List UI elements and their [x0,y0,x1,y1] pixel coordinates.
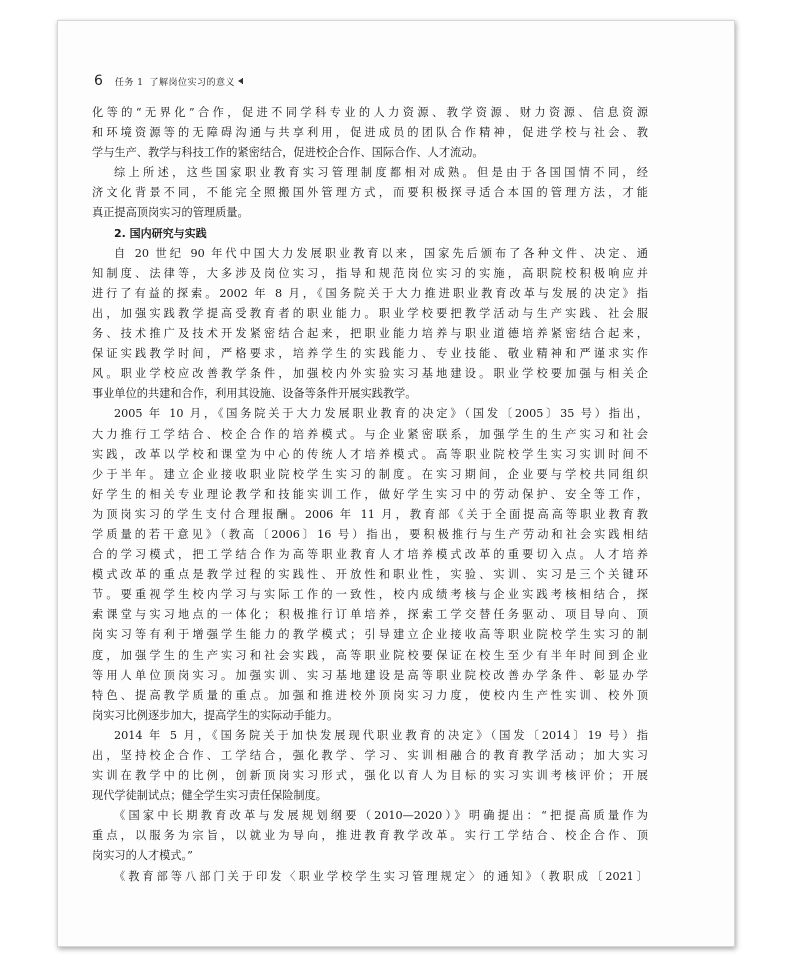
text-line: 岗实习等有利于增强学生能力的教学模式；引导建立企业接收高等职业院校学生实习的制 [92,628,648,642]
text-line: 实践，改革以学校和课堂为中心的传统人才培养模式。高等职业院校学生实习实训时间不 [92,447,648,461]
text-line: 学质量的若干意见》（教高〔2006〕16 号）指出，要积极推行与生产劳动和社会实践相结 [92,527,648,541]
text-line: 2014 年 5 月，《国务院关于加快发展现代职业教育的决定》（国发〔2014〕19 号）指 [114,728,648,742]
text-line: 出，加强实践教学提高受教育者的职业能力。职业学校要把教学活动与生产实践、社会服 [92,306,648,320]
text-line: 综上所述，这些国家职业教育实习管理制度都相对成熟。但是由于各国国情不同，经 [114,166,648,180]
text-line: 度，加强学生的生产实习和社会实践，高等职业院校要保证在校生至少有半年时间到企业 [92,648,648,662]
page-number: 6 [94,73,103,89]
body-text [92,103,648,887]
text-line: 好学生的相关专业理论教学和技能实训工作，做好学生实习中的劳动保护、安全等工作， [92,487,648,501]
text-line: 模式改革的重点是教学过程的实践性、开放性和职业性，实验、实训、实习是三个关键环 [92,568,648,582]
text-line: 保证实践教学时间，严格要求，培养学生的实践能力、专业技能、敬业精神和严谨求实作 [92,347,648,361]
text-line: 风。职业学校应改善教学条件，加强校内外实验实习基地建设。职业学校要加强与相关企 [92,367,648,381]
text-line: 《教育部等八部门关于印发〈职业学校学生实习管理规定〉的通知》（教职成〔2021〕 [114,869,648,883]
text-line: 特色、提高教学质量的重点。加强和推进校外顶岗实习力度，使校内生产性实训、校外顶 [92,688,648,702]
text-line: 济文化背景不同，不能完全照搬国外管理方式，而要积极探寻适合本国的管理方法，才能 [92,186,648,200]
text-line: 和环境资源等的无障碍沟通与共享利用，促进成员的团队合作精神，促进学校与社会、教 [92,126,648,140]
running-header [94,73,243,91]
section-heading: 2. 国内研究与实践 [114,226,207,240]
text-line: 为顶岗实习的学生支付合理报酬。2006 年 11 月，教育部《关于全面提高高等职业教育教 [92,507,648,521]
text-line: 学与生产、教学与科技工作的紧密结合，促进校企合作、国际合作、人才流动。 [92,146,484,160]
text-line: 化等的“无界化”合作，促进不同学科专业的人力资源、教学资源、财力资源、信息资源 [92,106,648,119]
left-triangle-marker-icon [238,78,243,84]
text-line: 2005 年 10 月，《国务院关于大力发展职业教育的决定》（国发〔2005〕35 号）指出， [114,407,648,421]
text-line: 真正提高顶岗实习的管理质量。 [92,206,249,220]
text-line: 进行了有益的探索。2002 年 8 月，《国务院关于大力推进职业教育改革与发展的决定》指 [92,286,648,300]
text-line: 自 20 世纪 90 年代中国大力发展职业教育以来，国家先后颁布了各种文件、决定、通 [114,246,648,260]
text-line: 出，坚持校企合作、工学结合，强化教学、学习、实训相融合的教育教学活动；加大实习 [92,749,648,762]
text-line: 等用人单位顶岗实习。加强实训、实习基地建设是高等职业院校改善办学条件、彰显办学 [92,668,648,682]
task-title: 了解岗位实习的意义 [149,78,236,88]
task-label: 任务 1 [114,78,144,88]
text-line: 现代学徒制试点；健全学生实习责任保险制度。 [92,789,327,803]
text-line: 合的学习模式，把工学结合作为高等职业教育人才培养模式改革的重要切入点。人才培养 [92,548,648,562]
text-line: 岗实习的人才模式。” [92,849,193,863]
text-line: 少于半年。建立企业接收职业院校学生实习的制度。在实习期间，企业要与学校共同组织 [92,467,648,481]
text-line: 索课堂与实习地点的一体化；积极推行订单培养，探索工学交替任务驱动、项目导向、顶 [92,608,648,622]
text-line: 岗实习比例逐步加大，提高学生的实际动手能力。 [92,708,339,722]
text-line: 《国家中长期教育改革与发展规划纲要（2010—2020）》明确提出：“把提高质量作为 [114,809,648,823]
text-line: 实训在教学中的比例，创新顶岗实习形式，强化以育人为目标的实习实训考核评价；开展 [92,769,648,783]
text-line: 知制度、法律等，大多涉及岗位实习，指导和规范岗位实习的实施，高职院校积极响应并 [92,266,648,280]
text-line: 事业单位的共建和合作，利用其设施、设备等条件开展实践教学。 [92,387,417,401]
text-line: 大力推行工学结合、校企合作的培养模式。与企业紧密联系，加强学生的生产实习和社会 [92,427,648,441]
text-line: 节。要重视学生校内学习与实际工作的一致性，校内成绩考核与企业实践考核相结合，探 [92,588,648,602]
text-line: 务、技术推广及技术开发紧密结合起来，把职业能力培养与职业道德培养紧密结合起来， [92,327,648,341]
text-line: 重点，以服务为宗旨，以就业为导向，推进教育教学改革。实行工学结合、校企合作、顶 [92,829,648,843]
